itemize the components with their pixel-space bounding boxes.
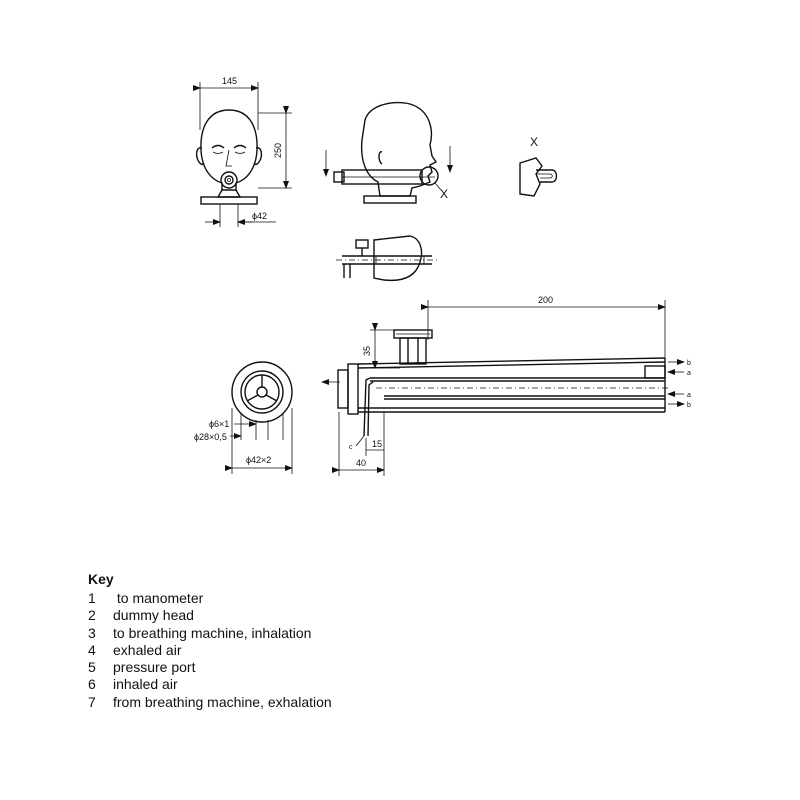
dim-15: 15 [372,439,383,449]
dim-40: 40 [356,458,367,468]
detail-x-view [520,135,557,196]
key-item-text: to manometer [113,590,204,606]
key-item [88,659,488,676]
head-side-view [326,103,450,203]
detail-x-marker: X [440,187,449,201]
key-item-number: 4 [88,641,96,658]
key-item-number: 7 [88,693,96,710]
key-legend [88,571,488,711]
key-item-text: from breathing machine, exhalation [113,693,332,710]
port-a-top: a [687,370,691,377]
key-item-number: 1 [88,590,96,606]
key-item [88,607,488,624]
key-item-number: 2 [88,607,96,624]
key-item [88,694,488,711]
tube-longitudinal-section [322,295,691,476]
key-item-text: to breathing machine, inhalation [113,624,312,641]
key-item-text: inhaled air [113,676,178,693]
key-item [88,642,488,659]
key-item-text: exhaled air [113,641,182,658]
dim-35: 35 [362,345,372,356]
key-item-text: pressure port [113,659,196,676]
port-b-top: b [687,360,691,367]
key-item-number: 6 [88,676,96,693]
dim-145: 145 [222,76,238,86]
tube-cross-section [194,362,292,474]
head-front-view [197,76,292,227]
port-b-bottom: b [687,402,691,409]
key-item [88,590,488,607]
key-list [88,590,488,711]
dim-phi42x2: ϕ42×2 [246,455,272,465]
dim-250: 250 [273,142,283,158]
dim-phi42: ϕ42 [252,211,268,221]
dim-phi6: ϕ6×1 [209,419,230,429]
detail-x-title: X [530,135,539,149]
mouth-section-view [336,236,440,280]
key-item [88,676,488,693]
dim-200: 200 [538,295,554,305]
port-c: c [349,444,353,451]
key-item [88,625,488,642]
port-a-bottom: a [687,392,691,399]
key-title: Key [88,571,114,587]
key-item-number: 3 [88,624,96,641]
dim-phi28: ϕ28×0,5 [194,432,227,442]
key-item-text: dummy head [113,607,194,624]
key-item-number: 5 [88,659,96,676]
